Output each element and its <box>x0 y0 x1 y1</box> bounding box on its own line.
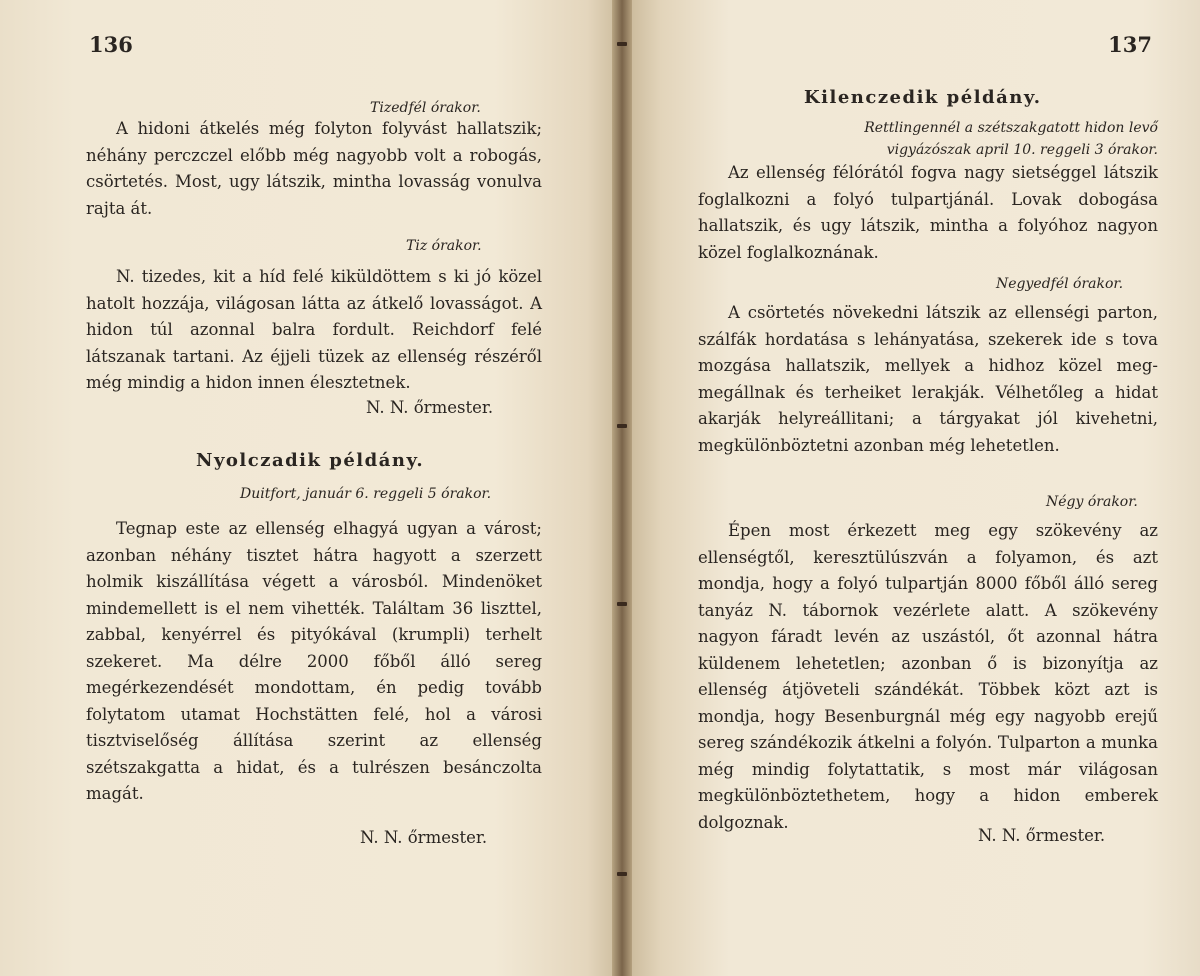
dateline <box>830 117 1158 161</box>
binding-stitch <box>617 424 627 428</box>
paragraph: Tegnap este az ellenség elhagyá ugyan a várost; azonban néhány tisztet hátra hagyott a szerzett holmik kiszállítása végett a városból. Mindenöket mindemellett is el nem vihették. Találtam 36 liszttel, zabbal, kenyérrel és pityókával (krumpli) terhelt szekeret. Ma délre 2000 főből álló sereg megérkezendését mondottam, én pedig tovább folytatom utamat Hochstätten felé, hol a városi tisztviselőség állítása szerint az ellenség szétszakgatta a hidat, és a tulrészen besánczolta magát. <box>86 519 542 803</box>
paragraph: A hidoni átkelés még folyton folyvást hallatszik; néhány perczczel előbb még nagyobb volt a robogás, csörtetés. Most, ugy látszik, mintha lovasság vonulva rajta át. <box>86 119 542 218</box>
binding-stitch <box>617 42 627 46</box>
right-page <box>626 0 1200 976</box>
dateline: Duitfort, január 6. reggeli 5 órakor. <box>240 486 492 502</box>
time-heading: Tizedfél órakor. <box>370 100 481 116</box>
paragraph: Épen most érkezett meg egy szökevény az ellenségtől, keresztülúszván a folyamon, és azt mondja, hogy a folyó tulpartján 8000 főből álló sereg tanyáz N. tábornok vezérlete alatt. A szökevény nagyon fáradt levén az uszástól, őt azonnal hátra küldenem lehetetlen; azonban ő is bizonyítja az ellenség átjöveteli szándékát. Többek közt azt is mondja, hogy Besenburgnál még egy nagyobb erejű sereg szándékozik átkelni a folyón. Tulparton a munka még mindig folytattatik, s most már világosan megkülönböztethetem, hogy a hidon emberek dolgoznak. <box>698 521 1158 832</box>
signature: N. N. őrmester. <box>366 398 494 417</box>
section-heading: Nyolczadik példány. <box>196 450 425 471</box>
page-number: 137 <box>1108 32 1152 57</box>
paragraph: Az ellenség félórától fogva nagy sietséggel látszik foglalkozni a folyó tulpartjánál. Lovak dobogása hallatszik, és ugy látszik, mintha a folyóhoz nagyon közel foglalkoznának. <box>698 163 1158 262</box>
binding-stitch <box>617 602 627 606</box>
paragraph: N. tizedes, kit a híd felé kiküldöttem s ki jó közel hatolt hozzája, világosan látta az átkelő lovasságot. A hidon túl azonnal balra fordult. Reichdorf felé látszanak tartani. Az éjjeli tüzek az ellenség részéről még mindig a hidon innen élesztetnek. <box>86 267 542 392</box>
time-heading: Negyedfél órakor. <box>996 276 1124 292</box>
dateline-line: vigyázószak april 10. reggeli 3 órakor. <box>886 142 1158 158</box>
book-gutter <box>612 0 632 976</box>
section-heading: Kilenczedik példány. <box>804 87 1042 108</box>
signature: N. N. őrmester. <box>360 828 488 847</box>
time-heading: Tiz órakor. <box>406 238 482 254</box>
binding-stitch <box>617 872 627 876</box>
dateline-line: Rettlingennél a szétszakgatott hidon levő <box>864 120 1158 136</box>
signature: N. N. őrmester. <box>978 826 1106 845</box>
time-heading: Négy órakor. <box>1046 494 1138 510</box>
paragraph: A csörtetés növekedni látszik az ellenségi parton, szálfák hordatása s lehányatása, szekerek ide s tova mozgása hallatszik, mellyek a hidhoz közel meg-megállnak és terheiket lerakják. Vélhetőleg a hidat akarják helyreállitani; a tárgyakat jól kivehetni, megkülönböztetni azonban még lehetetlen. <box>698 303 1158 455</box>
page-number: 136 <box>89 32 133 57</box>
